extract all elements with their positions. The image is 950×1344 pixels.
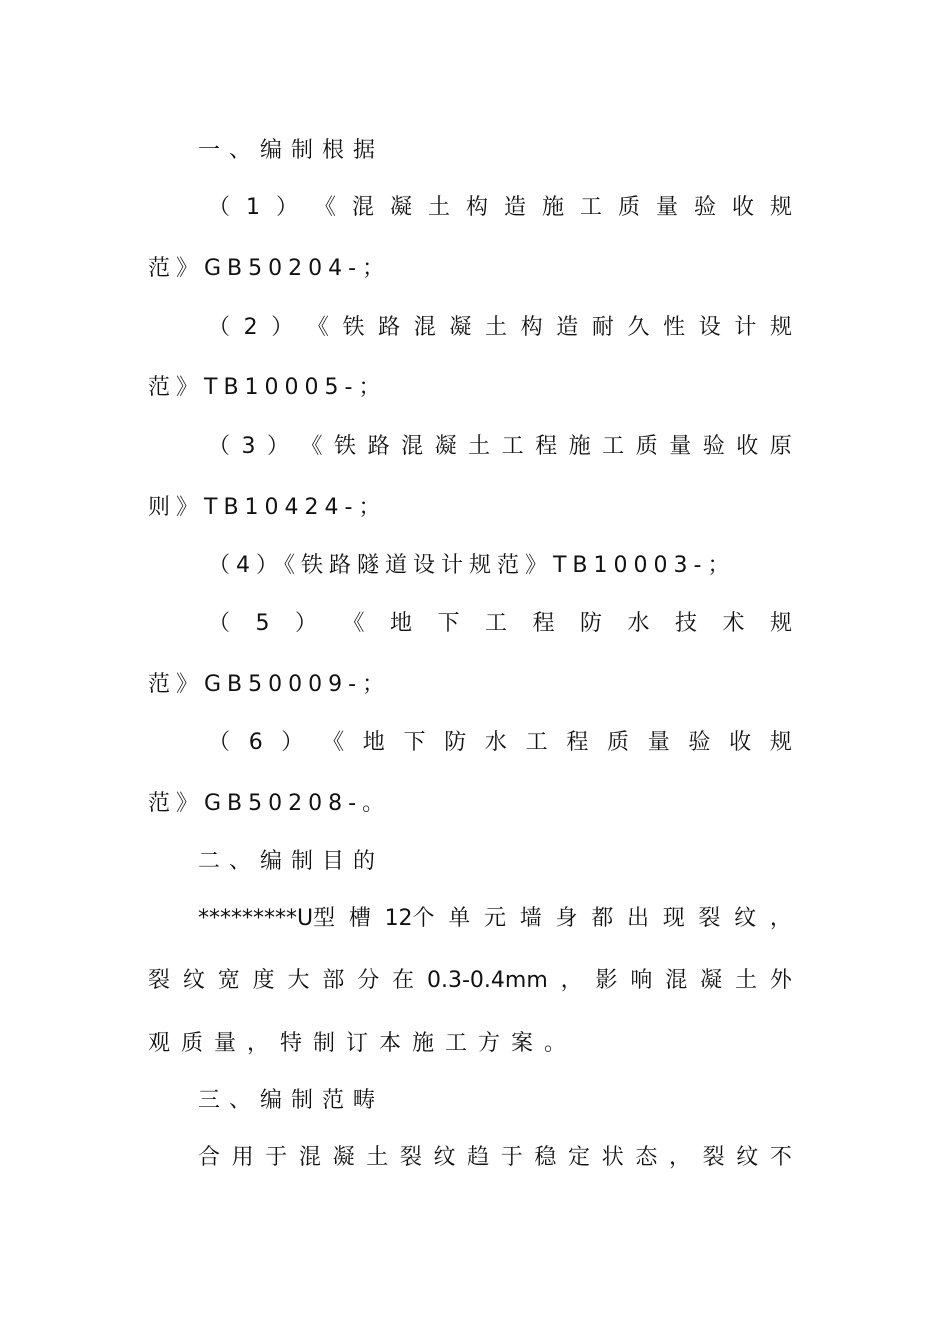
text-token: 用 [231,1145,254,1170]
text-token: 凝 [700,968,723,993]
text-token: 纹 [433,1145,456,1170]
text-token: 凝 [449,315,472,340]
text-token: 纹 [736,1145,759,1170]
text-token: （ [208,611,231,636]
text-token: ） [267,434,290,459]
text-token: 原 [769,434,792,459]
text-token: （ [208,434,231,459]
text-token: 质 [635,434,658,459]
text-token: 造 [503,195,526,220]
text-token: 技 [674,611,697,636]
text-token: 验 [688,730,711,755]
text-token: 裂 [399,1145,422,1170]
text-token: 量 [655,195,678,220]
reference-5-line-2: 范》GB50009-； [148,672,391,697]
text-token: 水 [627,611,650,636]
text-token: 工 [484,611,507,636]
purpose-line-1 [198,904,792,934]
text-token: 混 [351,195,374,220]
text-token: 程 [535,434,558,459]
text-token: 度 [252,968,275,993]
text-token: 大 [287,968,310,993]
text-token: （ [208,195,231,220]
text-token: 影 [595,968,618,993]
text-token: 工 [525,730,548,755]
text-token: 响 [630,968,653,993]
text-token: 质 [617,195,640,220]
text-token: 外 [769,968,792,993]
section-heading-scope: 三、编制范畴 [198,1088,385,1113]
text-token: 土 [366,1145,389,1170]
text-token: 耐 [591,315,614,340]
scope-line-1 [198,1143,792,1173]
text-token: 出 [626,906,649,931]
text-token: 纹 [182,968,205,993]
text-token: 规 [769,195,792,220]
reference-4-line-1: （4）《铁路隧道设计规范》TB10003-； [208,553,736,578]
text-token: 3 [241,434,256,459]
text-token: 质 [607,730,630,755]
reference-1-line-2: 范》GB50204-； [148,256,391,281]
text-token: 现 [662,906,685,931]
text-token: （ [208,730,231,755]
text-token: 下 [437,611,460,636]
text-token: 身 [555,906,578,931]
text-token: 裂 [698,906,721,931]
text-token: 元 [484,906,507,931]
text-token: 稳 [534,1145,557,1170]
text-token: 部 [322,968,345,993]
text-token: 趋 [467,1145,490,1170]
text-token: 裂 [702,1145,725,1170]
text-token: 程 [532,611,555,636]
text-token: （ [208,315,231,340]
text-token: 混 [298,1145,321,1170]
text-token: 防 [579,611,602,636]
text-token: 设 [698,315,721,340]
text-token: 裂 [148,968,171,993]
text-token: 施 [541,195,564,220]
text-token: 定 [568,1145,591,1170]
text-token: 规 [769,315,792,340]
text-token: ） [281,730,304,755]
text-token: 工 [602,434,625,459]
text-token: 验 [702,434,725,459]
section-heading-basis: 一、编制根据 [198,138,385,163]
text-token: 凝 [389,195,412,220]
text-token: 都 [591,906,614,931]
text-token: 混 [401,434,424,459]
text-token: 造 [556,315,579,340]
text-token: 地 [362,730,385,755]
text-token: 收 [729,730,752,755]
text-token: 混 [413,315,436,340]
reference-2-line-2: 范》TB10005-； [148,375,387,400]
text-token: 宽 [217,968,240,993]
text-token: 土 [735,968,758,993]
text-token: ） [271,315,294,340]
text-token: 收 [736,434,759,459]
text-token: 于 [500,1145,523,1170]
text-token: 分 [357,968,380,993]
text-token: ， [560,968,583,993]
purpose-line-2 [148,966,792,996]
text-token: ， [668,1145,691,1170]
text-token: 验 [693,195,716,220]
text-token: 12个 [384,906,435,931]
text-token: 2 [243,315,258,340]
text-token: 凝 [332,1145,355,1170]
text-token: 《 [313,195,336,220]
section-heading-purpose: 二、编制目的 [198,849,385,874]
text-token: 水 [484,730,507,755]
text-token: 混 [665,968,688,993]
text-token: 量 [647,730,670,755]
text-token: 防 [444,730,467,755]
text-token: *********U型 [198,906,336,931]
text-token: 《 [322,730,345,755]
text-token: 《 [306,315,329,340]
text-token: 在 [392,968,415,993]
text-token: 0.3-0.4mm [427,968,548,993]
text-token: 于 [265,1145,288,1170]
text-token: ） [275,195,298,220]
purpose-line-3: 观质量，特制订本施工方案。 [148,1031,578,1056]
text-token: 单 [448,906,471,931]
reference-6-line-1 [208,728,792,758]
text-token: 规 [769,611,792,636]
text-token: 路 [367,434,390,459]
text-token: 5 [255,611,270,636]
text-token: 施 [568,434,591,459]
text-token: 程 [566,730,589,755]
text-token: 量 [669,434,692,459]
text-token: 态 [635,1145,658,1170]
text-token: 计 [734,315,757,340]
text-token: 工 [579,195,602,220]
text-token: 工 [501,434,524,459]
text-token: 地 [389,611,412,636]
text-token: 不 [769,1145,792,1170]
text-token: 术 [722,611,745,636]
text-token: 《 [300,434,323,459]
reference-3-line-2: 则》TB10424-； [148,495,387,520]
text-token: 土 [427,195,450,220]
text-token: ， [769,906,792,931]
text-token: 槽 [348,906,371,931]
text-token: 合 [198,1145,221,1170]
text-token: 土 [484,315,507,340]
text-token: 铁 [334,434,357,459]
text-token: 铁 [342,315,365,340]
text-token: 《 [342,611,365,636]
text-token: 构 [465,195,488,220]
text-token: 土 [468,434,491,459]
text-token: ） [294,611,317,636]
text-token: 路 [378,315,401,340]
text-token: 1 [246,195,260,220]
text-token: 性 [663,315,686,340]
text-token: 下 [403,730,426,755]
text-token: 规 [769,730,792,755]
text-token: 构 [520,315,543,340]
reference-3-line-1 [208,432,792,462]
reference-5-line-1 [208,609,792,639]
reference-2-line-1 [208,313,792,343]
text-token: 久 [627,315,650,340]
text-token: 状 [601,1145,624,1170]
text-token: 6 [248,730,263,755]
text-token: 凝 [434,434,457,459]
text-token: 墙 [519,906,542,931]
text-token: 收 [731,195,754,220]
text-token: 纹 [734,906,757,931]
reference-6-line-2: 范》GB50208-。 [148,791,391,816]
reference-1-line-1 [208,193,792,223]
